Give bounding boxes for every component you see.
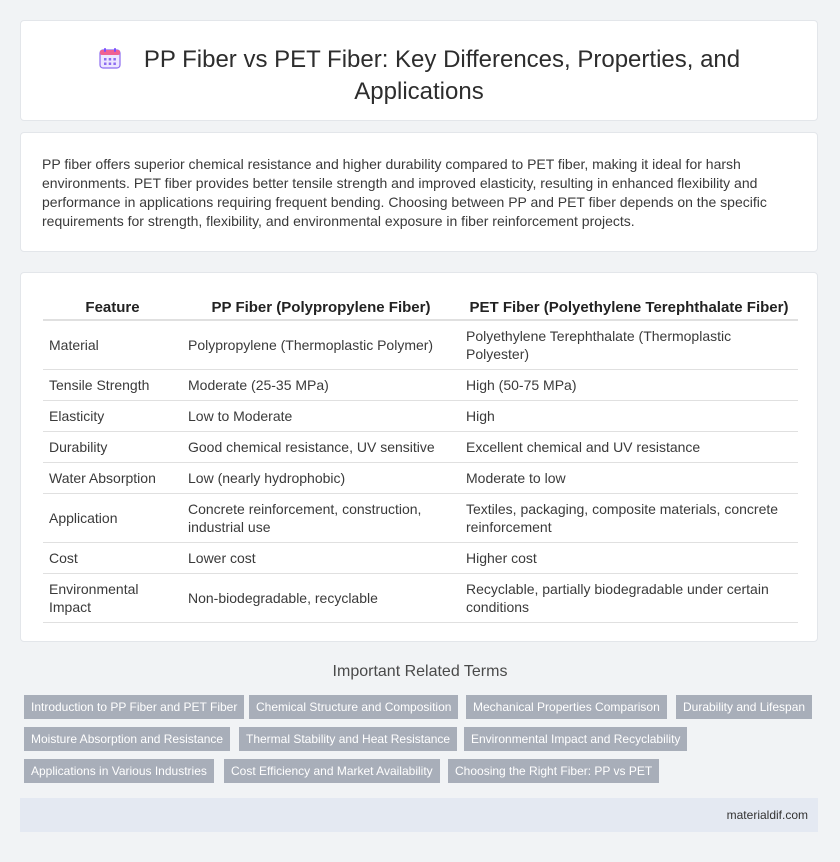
table-row [43, 320, 798, 370]
comparison-table [43, 295, 798, 623]
related-tag-choosing[interactable]: Choosing the Right Fiber: PP vs PET [448, 759, 659, 783]
table-row [43, 463, 798, 494]
table-cell: Tensile Strength [43, 370, 182, 401]
table-row [43, 494, 798, 543]
header-pp-fiber: PP Fiber (Polypropylene Fiber) [182, 295, 460, 320]
page-title [21, 45, 817, 106]
footer-site[interactable]: materialdif.com [726, 808, 808, 822]
related-tag-environmental[interactable]: Environmental Impact and Recyclability [464, 727, 687, 751]
title-card [20, 20, 818, 121]
title-line-1: PP Fiber vs PET Fiber: Key Differences, Properties, and [143, 46, 741, 73]
table-cell: Higher cost [460, 543, 798, 574]
table-cell: Lower cost [182, 543, 460, 574]
related-tag-durability[interactable]: Durability and Lifespan [676, 695, 812, 719]
table-cell: Moderate (25-35 MPa) [182, 370, 460, 401]
header-feature: Feature [43, 295, 182, 320]
related-tag-intro[interactable]: Introduction to PP Fiber and PET Fiber [24, 695, 244, 719]
table-cell: Moderate to low [460, 463, 798, 494]
footer [20, 798, 818, 832]
table-cell: Excellent chemical and UV resistance [460, 432, 798, 463]
table-row [43, 432, 798, 463]
table-cell: Recyclable, partially biodegradable under certain conditions [460, 574, 798, 623]
summary-text: PP fiber offers superior chemical resistance and higher durability compared to PET fiber, making it ideal for harsh environments. PET fiber provides better tensile strength and improved elasticity, resulting in enhanced flexibility and performance in applications requiring frequent bending. Choosing between PP and PET fiber depends on the specific requirements for strength, flexibility, and environmental exposure in fiber reinforcement projects. [42, 156, 767, 229]
table-cell: Elasticity [43, 401, 182, 432]
table-cell: Cost [43, 543, 182, 574]
table-cell: High [460, 401, 798, 432]
summary-card [20, 132, 818, 252]
comparison-table-card [20, 272, 818, 642]
table-cell: Environmental Impact [43, 574, 182, 623]
title-line-2: Applications [354, 78, 484, 105]
table-header-row [43, 295, 798, 320]
related-tag-applications[interactable]: Applications in Various Industries [24, 759, 214, 783]
related-terms-title: Important Related Terms [332, 663, 508, 680]
table-cell: Low (nearly hydrophobic) [182, 463, 460, 494]
table-row [43, 543, 798, 574]
related-tag-chemical-structure[interactable]: Chemical Structure and Composition [249, 695, 458, 719]
table-cell: Material [43, 320, 182, 370]
table-cell: Non-biodegradable, recyclable [182, 574, 460, 623]
table-cell: Durability [43, 432, 182, 463]
related-tag-mechanical-properties[interactable]: Mechanical Properties Comparison [466, 695, 667, 719]
table-cell: Concrete reinforcement, construction, industrial use [182, 494, 460, 543]
table-cell: Polypropylene (Thermoplastic Polymer) [182, 320, 460, 370]
related-tag-thermal[interactable]: Thermal Stability and Heat Resistance [239, 727, 457, 751]
table-cell: Application [43, 494, 182, 543]
table-cell: Water Absorption [43, 463, 182, 494]
table-row [43, 574, 798, 623]
calendar-icon [98, 46, 122, 77]
related-tag-cost[interactable]: Cost Efficiency and Market Availability [224, 759, 440, 783]
table-cell: Good chemical resistance, UV sensitive [182, 432, 460, 463]
table-cell: Polyethylene Terephthalate (Thermoplastic Polyester) [460, 320, 798, 370]
table-row [43, 370, 798, 401]
table-cell: Low to Moderate [182, 401, 460, 432]
table-cell: Textiles, packaging, composite materials, concrete reinforcement [460, 494, 798, 543]
table-cell: High (50-75 MPa) [460, 370, 798, 401]
table-row [43, 401, 798, 432]
related-tag-moisture[interactable]: Moisture Absorption and Resistance [24, 727, 230, 751]
header-pet-fiber: PET Fiber (Polyethylene Terephthalate Fiber) [460, 295, 798, 320]
